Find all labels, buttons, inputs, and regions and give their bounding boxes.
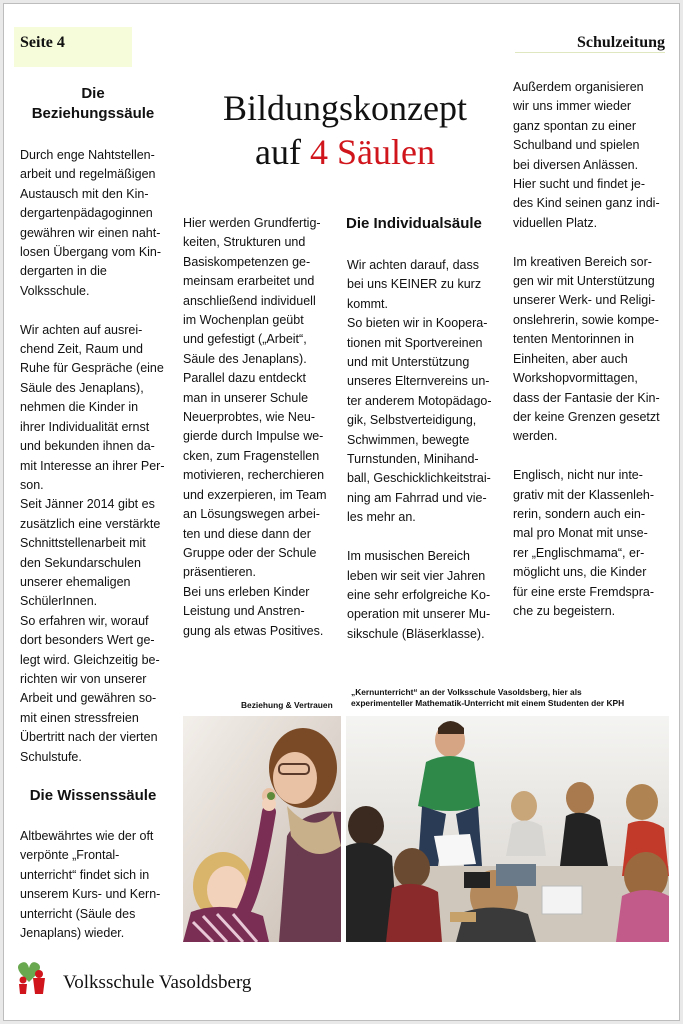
school-logo [13, 960, 53, 996]
title-line-1: Bildungskonzept [223, 88, 467, 128]
page-number: Seite 4 [20, 34, 65, 51]
article-title [180, 86, 510, 174]
text-beziehungssaeule: Durch enge Nahtstellen- arbeit und regelmäßigen Austausch mit den Kin- dergartenpädagoginnen gewähren wir einen naht- losen Übergang vom Kin- dergarten in die Volksschule. Wir achten auf ausrei- chend Zeit, Raum und Ruhe für Gespräche (eine Säule des Jenaplans), nehmen die Kinder in ihrer Individualität ernst und bekunden ihnen da- mit Interesse an ihrer Per- son. Seit Jänner 2014 gibt es zusätzlich eine verstärkte Schnittstellenarbeit mit den Sekundarschulen unserer ehemaligen SchülerInnen. So erfahren wir, worauf dort besonders Wert ge- legt wird. Gleichzeitig be- richten wir von unserer Arbeit und gewähren so- mit einen stressfreien Übertritt nach der vierten Schulstufe. [20, 148, 165, 764]
photo-classroom [346, 716, 669, 942]
title-prefix: auf [255, 132, 301, 172]
photo-teacher-child [183, 716, 341, 942]
footer-school-name: Volksschule Vasoldsberg [63, 972, 252, 993]
text-column-4: Außerdem organisieren wir uns immer wieder ganz spontan zu einer Schulband und spielen bei diversen Anlässen. Hier sucht und findet je- des Kind seinen ganz indi- viduellen Platz. Im kreativen Bereich sor- gen wir mit Unterstützung unserer Werk- und Religi- onslehrerin, sowie kompe- tenten Mentorinnen in Einheiten, aber auch Workshopvormittagen, dass der Fantasie der Kin- der keine Grenzen gesetzt werden. Englisch, nicht nur inte- grativ mit der Klassenleh- rerin, sondern auch ein- mal pro Monat mit unse- rer „Englischmama“, er- möglicht uns, die Kinder für eine erste Fremdspra- che zu begeistern. [513, 80, 660, 618]
header-rule [515, 52, 665, 53]
caption-beziehung-vertrauen: Beziehung & Vertrauen [241, 700, 333, 710]
heading-beziehungssaeule: Die Beziehungssäule [31, 85, 155, 122]
text-wissenssaeule: Altbewährtes wie der oft verpönte „Frontal- unterricht“ findet sich in unserem Kurs- und Kern- unterricht (Säule des Jenaplans) wieder. [20, 829, 161, 941]
heading-wissenssaeule: Die Wissenssäule [29, 787, 157, 804]
newspaper-name: Schulzeitung [576, 34, 665, 51]
text-individualsaeule: Wir achten darauf, dass bei uns KEINER zu kurz kommt. So bieten wir in Koopera- tionen mit Sportvereinen und mit Unterstützung unseres Elternvereins un- ter anderem Motopädago- gik, Selbstverteidigung, Schwimmen, bewegte Turnstunden, Minihand- ball, Geschicklichkeitstrai- ning am Fahrrad und vie- les mehr an. Im musischen Bereich leben wir seit vier Jahren eine sehr erfolgreiche Ko- operation mit unserer Mu- sikschule (Bläserklasse). [347, 258, 492, 641]
heading-individualsaeule: Die Individualsäule [346, 215, 482, 232]
text-column-2: Hier werden Grundfertig- keiten, Strukturen und Basiskompetenzen ge- meinsam erarbeitet und anschließend individuell im Wochenplan geübt und gefestigt („Arbeit“, Säule des Jenaplans). Parallel dazu entdeckt man in unserer Schule Neuerprobtes, wie Neu- gierde durch Impulse we- cken, zum Fragenstellen motivieren, recherchieren und exzerpieren, im Team an Lösungswegen arbei- ten und diese dann der Gruppe oder der Schule präsentieren. Bei uns erleben Kinder Leistung und Anstren- gung als etwas Positives. [183, 216, 327, 638]
title-accent: 4 Säulen [309, 132, 435, 172]
title-line-2 [180, 130, 510, 174]
caption-kernunterricht: „Kernunterricht“ an der Volksschule Vasoldsberg, hier als experimenteller Mathematik-Unterricht mit einem Studenten der KPH [351, 687, 625, 708]
